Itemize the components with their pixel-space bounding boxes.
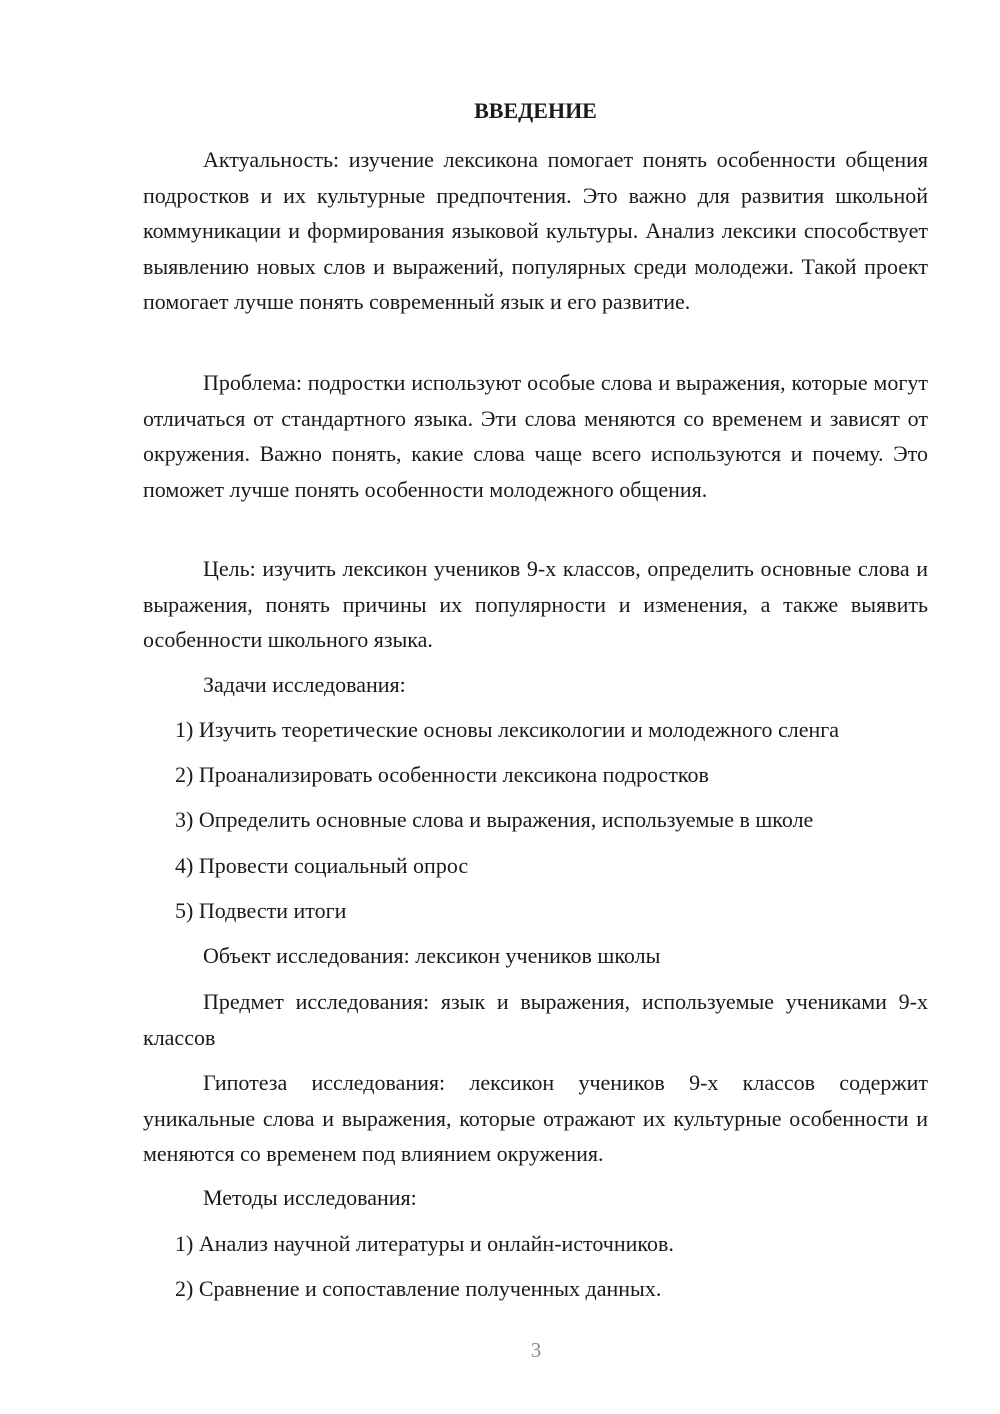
relevance-paragraph: Актуальность: изучение лексикона помогает понять особенности общения подростков и их культурные предпочтения. Это важно для развития школьной коммуникации и формирования языковой культуры. Анализ лексики способствует выявлению новых слов и выражений, популярных среди молодежи. Такой проект помогает лучше понять современный язык и его развитие. <box>143 147 928 314</box>
page-title: ВВЕДЕНИЕ <box>474 98 597 123</box>
task-item: 4) Провести социальный опрос <box>175 853 469 878</box>
object-line: Объект исследования: лексикон учеников школы <box>203 943 661 968</box>
task-item: 3) Определить основные слова и выражения, используемые в школе <box>175 807 814 832</box>
task-item: 5) Подвести итоги <box>175 898 347 923</box>
goal-paragraph: Цель: изучить лексикон учеников 9-х классов, определить основные слова и выражения, понять причины их популярности и изменения, а также выявить особенности школьного языка. <box>143 556 928 652</box>
method-item: 1) Анализ научной литературы и онлайн-источников. <box>175 1231 674 1256</box>
page-number: 3 <box>530 1338 542 1362</box>
problem-paragraph: Проблема: подростки используют особые слова и выражения, которые могут отличаться от стандартного языка. Эти слова меняются со временем и зависят от окружения. Важно понять, какие слова чаще всего используются и почему. Это поможет лучше понять особенности молодежного общения. <box>143 370 928 502</box>
task-item: 2) Проанализировать особенности лексикона подростков <box>175 762 709 787</box>
task-item: 1) Изучить теоретические основы лексикологии и молодежного сленга <box>175 717 840 742</box>
subject-paragraph: Предмет исследования: язык и выражения, используемые учениками 9-х классов <box>143 989 928 1050</box>
hypothesis-paragraph: Гипотеза исследования: лексикон учеников 9-х классов содержит уникальные слова и выражения, которые отражают их культурные особенности и меняются со временем под влиянием окружения. <box>143 1070 928 1166</box>
methods-heading: Методы исследования: <box>203 1185 417 1210</box>
method-item: 2) Сравнение и сопоставление полученных данных. <box>175 1276 662 1301</box>
tasks-heading: Задачи исследования: <box>203 672 406 697</box>
